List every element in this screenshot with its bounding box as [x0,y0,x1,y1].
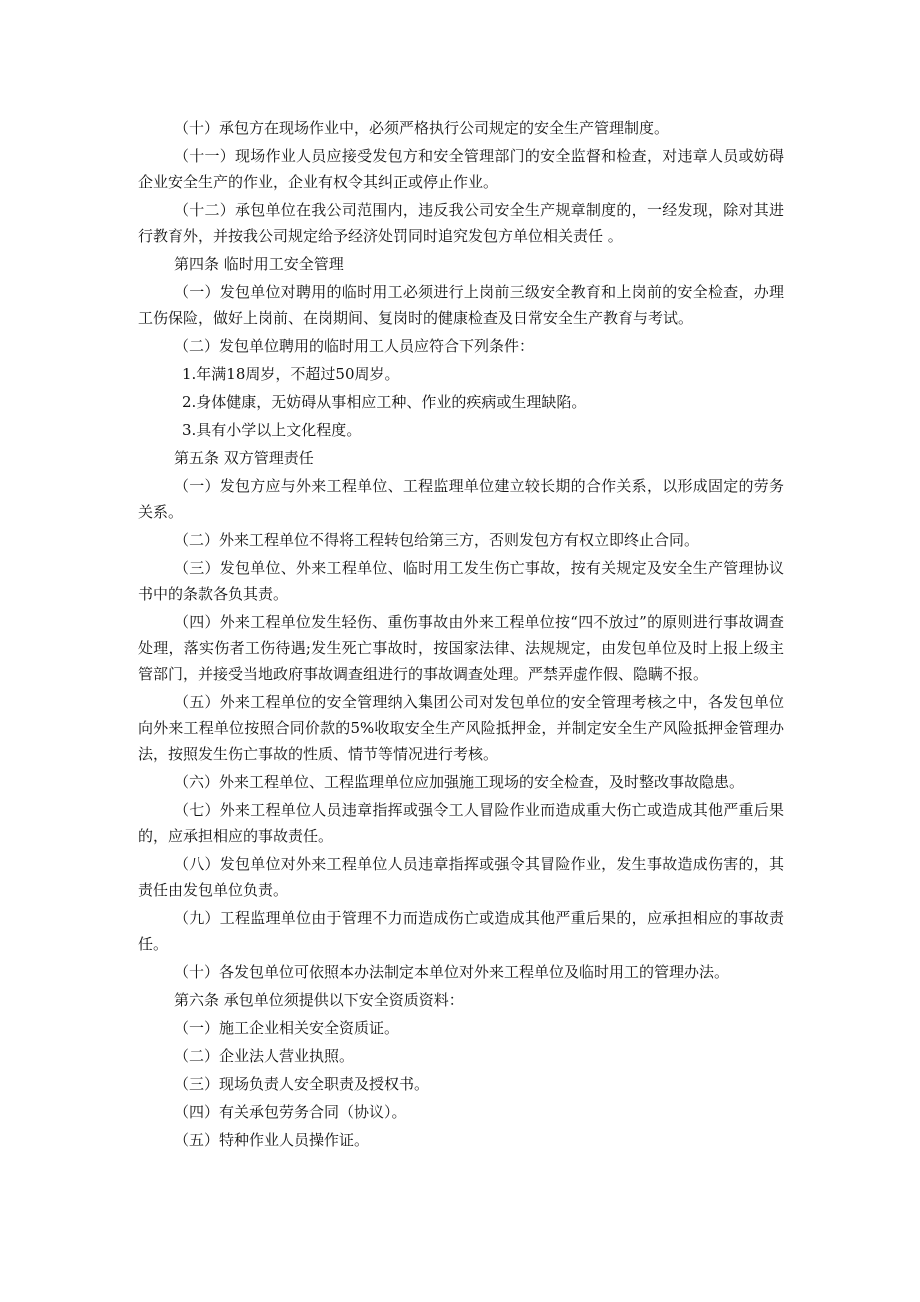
article-5-clause-3: （三）发包单位、外来工程单位、临时用工发生伤亡事故，按有关规定及安全生产管理协议书中的条款各负其责。 [138,559,784,603]
article-4-clause-2-item-3: 3.具有小学以上文化程度。 [182,421,362,439]
article-6-clause-4: （四）有关承包劳务合同（协议）。 [174,1103,407,1121]
article-5-heading: 第五条 双方管理责任 [174,449,314,467]
article-4-clause-2: （二）发包单位聘用的临时用工人员应符合下列条件： [174,337,535,355]
paragraph-12: （十二）承包单位在我公司范围内，违反我公司安全生产规章制度的，一经发现，除对其进行教育外，并按我公司规定给予经济处罚同时追究发包方单位相关责任 。 [138,201,784,245]
paragraph-11: （十一）现场作业人员应接受发包方和安全管理部门的安全监督和检查，对违章人员或妨碍企业安全生产的作业，企业有权令其纠正或停止作业。 [138,147,784,191]
article-5-clause-2: （二）外来工程单位不得将工程转包给第三方，否则发包方有权立即终止合同。 [174,531,700,549]
article-5-clause-4: （四）外来工程单位发生轻伤、重伤事故由外来工程单位按“四不放过”的原则进行事故调查处理，落实伤者工伤待遇;发生死亡事故时，按国家法律、法规规定，由发包单位及时上报上级主管部门，并接受当地政府事故调查组进行的事故调查处理。严禁弄虚作假、隐瞒不报。 [138,613,784,683]
article-4-heading: 第四条 临时用工安全管理 [174,255,344,273]
article-6-clause-5: （五）特种作业人员操作证。 [174,1131,370,1149]
article-6-heading: 第六条 承包单位须提供以下安全资质资料： [174,991,464,1009]
article-5-clause-9: （九）工程监理单位由于管理不力而造成伤亡或造成其他严重后果的，应承担相应的事故责任。 [138,909,784,953]
document-body [138,115,784,1155]
article-6-clause-1: （一）施工企业相关安全资质证。 [174,1019,400,1037]
article-4-clause-1: （一）发包单位对聘用的临时用工必须进行上岗前三级安全教育和上岗前的安全检查，办理工伤保险，做好上岗前、在岗期间、复岗时的健康检查及日常安全生产教育与考试。 [138,283,784,327]
article-5-clause-8: （八）发包单位对外来工程单位人员违章指挥或强令其冒险作业，发生事故造成伤害的，其责任由发包单位负责。 [138,855,784,899]
article-4-clause-2-item-1: 1.年满18周岁，不超过50周岁。 [182,365,400,383]
article-5-clause-7: （七）外来工程单位人员违章指挥或强令工人冒险作业而造成重大伤亡或造成其他严重后果的，应承担相应的事故责任。 [138,801,784,845]
article-6-clause-3: （三）现场负责人安全职责及授权书。 [174,1075,430,1093]
article-6-clause-2: （二）企业法人营业执照。 [174,1047,355,1065]
article-5-clause-10: （十）各发包单位可依照本办法制定本单位对外来工程单位及临时用工的管理办法。 [174,963,730,981]
paragraph-10: （十）承包方在现场作业中，必须严格执行公司规定的安全生产管理制度。 [174,119,670,137]
article-4-clause-2-item-2: 2.身体健康，无妨碍从事相应工种、作业的疾病或生理缺陷。 [182,393,587,411]
article-5-clause-5: （五）外来工程单位的安全管理纳入集团公司对发包单位的安全管理考核之中，各发包单位向外来工程单位按照合同价款的5%收取安全生产风险抵押金，并制定安全生产风险抵押金管理办法，按照发生伤亡事故的性质、情节等情况进行考核。 [138,693,784,763]
article-5-clause-6: （六）外来工程单位、工程监理单位应加强施工现场的安全检查，及时整改事故隐患。 [174,773,745,791]
article-5-clause-1: （一）发包方应与外来工程单位、工程监理单位建立较长期的合作关系，以形成固定的劳务关系。 [138,477,784,521]
